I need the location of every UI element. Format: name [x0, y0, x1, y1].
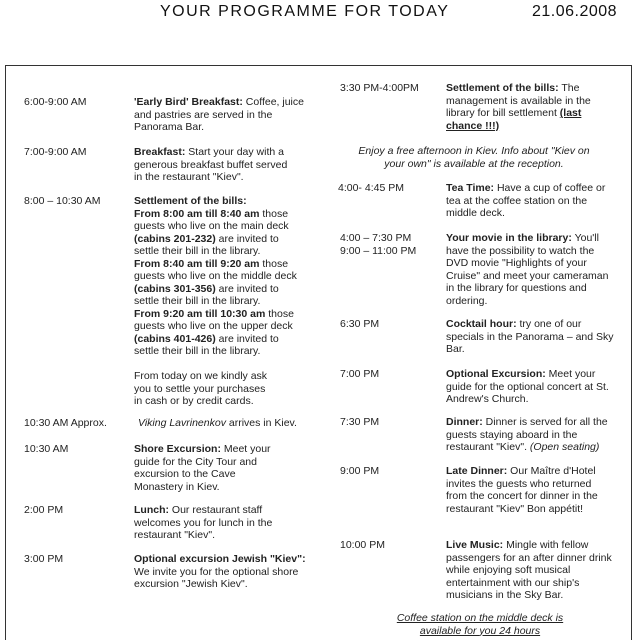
- item-time: 10:00 PM: [340, 539, 385, 551]
- item-text: Our restaurant staff welcomes you for lunch in the restaurant "Kiev".: [134, 504, 273, 541]
- item-text: Our Maître d'Hotel invites the guests who returned from the concert for dinner in the restaurant "Kiev" Bon appétit!: [446, 465, 598, 515]
- item-title: Settlement of the bills:: [446, 82, 559, 94]
- ship-name: Viking Lavrinenkov: [138, 417, 226, 429]
- item-time: 3:00 PM: [24, 553, 64, 565]
- item-time: 6:30 PM: [340, 318, 380, 330]
- item-time: 6:00-9:00 AM: [24, 96, 87, 108]
- item-text: try one of our specials in the Panorama – and Sky Bar.: [446, 318, 614, 355]
- coffee-station-footer: Coffee station on the middle deck is available for you 24 hours: [396, 612, 564, 637]
- header: [0, 0, 640, 28]
- item-time: 4:00 – 7:30 PM: [340, 232, 412, 244]
- item-text: Have a cup of coffee or tea at the coffee station on the middle deck.: [446, 182, 606, 219]
- item-title: Your movie in the library:: [446, 232, 572, 244]
- item-time: 10:30 AM: [24, 443, 69, 455]
- item-title: Late Dinner:: [446, 465, 508, 477]
- item-title: 'Early Bird' Breakfast:: [134, 96, 243, 108]
- item-text: Meet your guide for the optional concert at St. Andrew's Church.: [446, 368, 609, 405]
- item-title: Optional excursion Jewish "Kiev":: [134, 553, 306, 565]
- item-text: Dinner is served for all the guests staying aboard in the restaurant "Kiev".: [446, 416, 608, 453]
- item-title: Live Music:: [446, 539, 504, 551]
- item-text: Mingle with fellow passengers for an after dinner drink while enjoying soft musical entertainment with our ship's musicians in the Sky Bar.: [446, 539, 612, 601]
- item-time: 3:30 PM-4:00PM: [340, 82, 419, 94]
- item-time: 8:00 – 10:30 AM: [24, 195, 101, 207]
- item-text: Start your day with a generous breakfast buffet served in the restaurant "Kiev".: [134, 146, 288, 183]
- item-title: Dinner:: [446, 416, 483, 428]
- item-time-secondary: 9:00 – 11:00 PM: [340, 244, 417, 257]
- item-text: We invite you for the optional shore excursion "Jewish Kiev".: [134, 565, 299, 590]
- item-title: Cocktail hour:: [446, 318, 517, 330]
- page-date: 21.06.2008: [532, 3, 618, 20]
- open-seating-note: (Open seating): [527, 441, 600, 453]
- last-chance-note: (last chance !!!): [446, 107, 582, 132]
- item-text: arrives in Kiev.: [225, 417, 297, 429]
- item-time: 7:00 PM: [340, 368, 380, 380]
- item-title: Tea Time:: [446, 182, 495, 194]
- settlement-block: From 8:40 am till 9:20 am those guests who live on the middle deck (cabins 301-356) are invited to settle their bill in the library.: [134, 257, 297, 307]
- item-time: 7:30 PM: [340, 416, 380, 428]
- item-title: Lunch:: [134, 504, 169, 516]
- item-text: The management is available in the library for bill settlement: [446, 82, 591, 119]
- item-text: Meet your guide for the City Tour and excursion to the Cave Monastery in Kiev.: [134, 443, 271, 493]
- item-text: Coffee, juice and pastries are served in the Panorama Bar.: [134, 96, 304, 133]
- item-title: Shore Excursion:: [134, 443, 221, 455]
- item-time: 9:00 PM: [340, 465, 380, 477]
- settlement-note: From today on we kindly ask you to settle your purchases in cash or by credit cards.: [134, 370, 268, 407]
- item-text: You'll have the possibility to watch the DVD movie "Highlights of your Cruise" and meet your cameraman in the library for questions and ordering.: [446, 232, 609, 307]
- item-title: Breakfast:: [134, 146, 186, 158]
- item-title: Optional Excursion:: [446, 368, 546, 380]
- item-title: Settlement of the bills:: [134, 195, 247, 207]
- settlement-block: From 9:20 am till 10:30 am those guests who live on the upper deck (cabins 401-426) are invited to settle their bill in the library.: [134, 307, 294, 357]
- settlement-block: From 8:00 am till 8:40 am those guests who live on the main deck (cabins 201-232) are invited to settle their bill in the library.: [134, 207, 289, 257]
- item-time: 10:30 AM Approx.: [24, 417, 107, 429]
- item-time: 2:00 PM: [24, 504, 64, 516]
- item-time: 7:00-9:00 AM: [24, 146, 87, 158]
- free-afternoon-note: Enjoy a free afternoon in Kiev. Info about "Kiev on your own" is available at the reception.: [358, 145, 590, 170]
- item-time: 4:00- 4:45 PM: [338, 182, 404, 194]
- page-title: YOUR PROGRAMME FOR TODAY: [160, 3, 450, 20]
